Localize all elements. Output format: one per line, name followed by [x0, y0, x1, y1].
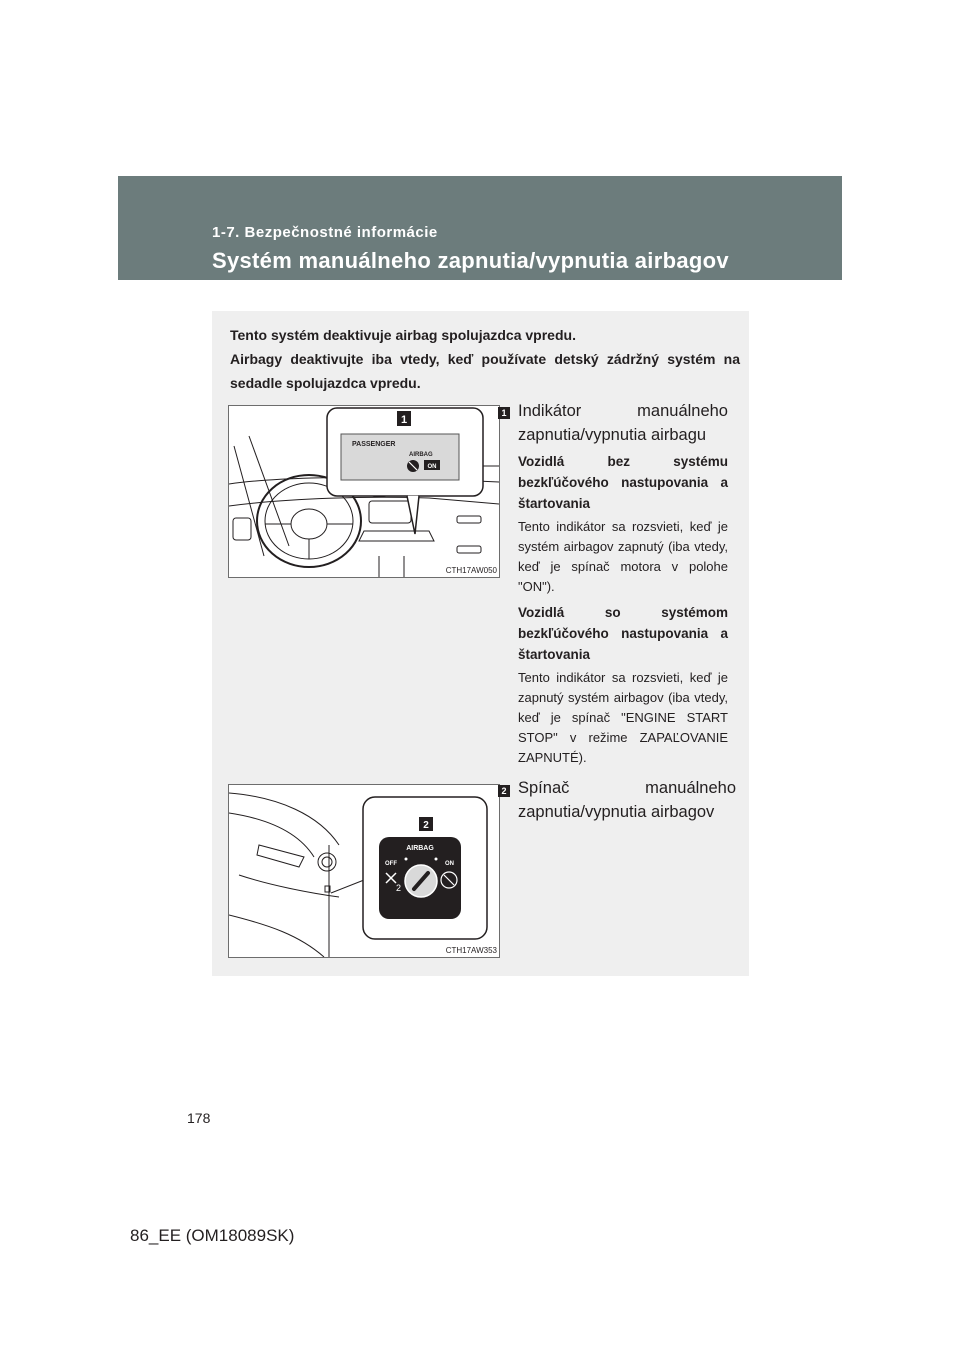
item-1-sub1-heading: Vozidlá bez systému bezkľúčového nastupovania a štartovania	[518, 454, 728, 511]
content-panel	[212, 311, 749, 976]
figure1-code: CTH17AW050	[445, 566, 497, 575]
switch-on-label: ON	[445, 861, 454, 867]
section-label: 1-7. Bezpečnostné informácie	[212, 224, 438, 241]
item-1-sub1-body: Tento indikátor sa rozsvieti, keď je systém airbagov zapnutý (iba vtedy, keď je spínač motora v polohe "ON").	[518, 519, 728, 594]
intro-text	[230, 323, 740, 395]
item-1-sub2-heading: Vozidlá so systémom bezkľúčového nastupovania a štartovania	[518, 605, 728, 662]
item-1-heading: Indikátor manuálneho zapnutia/vypnutia airbagu	[518, 402, 728, 444]
switch-off-label: OFF	[385, 861, 397, 867]
intro-line-2: Airbagy deaktivujte iba vtedy, keď používate detský zádržný systém na sedadle spolujazdca vpredu.	[230, 351, 740, 391]
chapter-header	[118, 176, 842, 280]
figure-indicator	[228, 405, 500, 578]
passenger-label: PASSENGER	[352, 441, 396, 448]
figure-switch	[228, 784, 500, 958]
glovebox-illustration	[229, 785, 499, 957]
airbag-label: AIRBAG	[409, 452, 433, 458]
intro-line-1: Tento systém deaktivuje airbag spolujazdca vpredu.	[230, 327, 576, 343]
document-code: 86_EE (OM18089SK)	[130, 1226, 295, 1245]
figure2-code: CTH17AW353	[445, 946, 497, 955]
page-number: 178	[187, 1110, 211, 1126]
figure2-callout: 2	[423, 820, 429, 831]
figure1-callout: 1	[400, 414, 408, 426]
item-1-number: 1	[498, 407, 510, 419]
position-2-label: 2	[396, 883, 402, 893]
switch-airbag-label: AIRBAG	[406, 845, 434, 852]
item-2-number: 2	[498, 785, 510, 797]
item-2-heading: Spínač manuálneho zapnutia/vypnutia airbagov	[518, 779, 736, 821]
item-1-sub2-body: Tento indikátor sa rozsvieti, keď je zapnutý systém airbagov (iba vtedy, keď je spínač "ENGINE START STOP" v režime ZAPAĽOVANIE ZAPNUTÉ).	[518, 670, 728, 765]
dashboard-illustration	[229, 406, 499, 577]
page-title: Systém manuálneho zapnutia/vypnutia airbagov	[212, 248, 729, 273]
on-label: ON	[427, 464, 437, 470]
